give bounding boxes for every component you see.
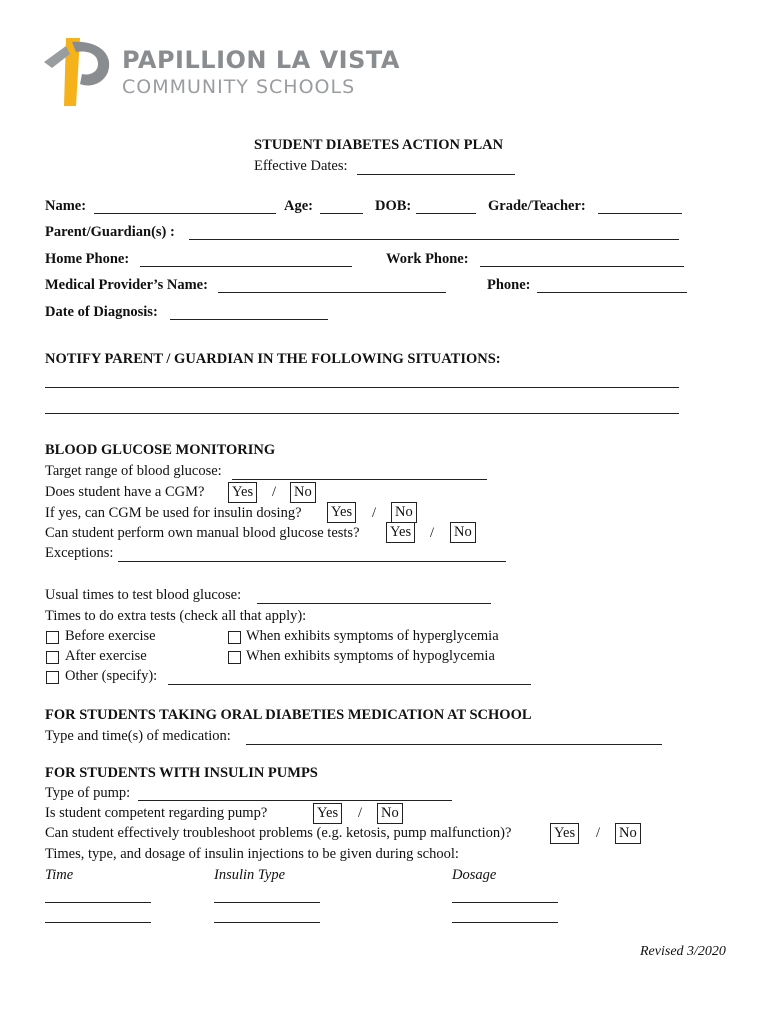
manual-test-separator: /: [430, 525, 435, 541]
time-field-1[interactable]: [45, 902, 151, 903]
hyperglycemia-checkbox[interactable]: [228, 631, 241, 644]
insulin-type-field-2[interactable]: [214, 922, 320, 923]
troubleshoot-yes-box[interactable]: Yes: [550, 823, 579, 844]
cgm-no-box[interactable]: No: [290, 482, 316, 503]
after-exercise-checkbox[interactable]: [46, 651, 59, 664]
target-range-label: Target range of blood glucose:: [45, 463, 222, 479]
col-dosage-header: Dosage: [452, 867, 497, 883]
medical-provider-label: Medical Provider’s Name:: [45, 277, 208, 293]
before-exercise-checkbox[interactable]: [46, 631, 59, 644]
extra-tests-label: Times to do extra tests (check all that apply):: [45, 608, 307, 624]
grade-teacher-field[interactable]: [598, 213, 682, 214]
exceptions-label: Exceptions:: [45, 545, 114, 561]
home-phone-label: Home Phone:: [45, 251, 130, 267]
pl-monogram-icon: [36, 32, 116, 112]
notify-heading: NOTIFY PARENT / GUARDIAN IN THE FOLLOWING SITUATIONS:: [45, 351, 501, 367]
home-phone-field[interactable]: [140, 266, 352, 267]
notify-line-2[interactable]: [45, 413, 679, 414]
hypoglycemia-checkbox[interactable]: [228, 651, 241, 664]
date-of-diagnosis-field[interactable]: [170, 319, 328, 320]
pump-competent-question: Is student competent regarding pump?: [45, 805, 268, 821]
pump-competent-no-box[interactable]: No: [377, 803, 403, 824]
manual-test-yes-box[interactable]: Yes: [386, 522, 415, 543]
logo-line1: PAPILLION LA VISTA: [122, 46, 400, 74]
revised-date: Revised 3/2020: [640, 944, 726, 959]
time-field-2[interactable]: [45, 922, 151, 923]
pump-competent-separator: /: [358, 805, 363, 821]
other-checkbox[interactable]: [46, 671, 59, 684]
dosage-field-2[interactable]: [452, 922, 558, 923]
troubleshoot-separator: /: [596, 825, 601, 841]
effective-dates-field[interactable]: [357, 174, 515, 175]
insulin-type-field-1[interactable]: [214, 902, 320, 903]
age-label: Age:: [284, 198, 313, 214]
injections-label: Times, type, and dosage of insulin injections to be given during school:: [45, 846, 459, 862]
cgm-dosing-no-box[interactable]: No: [391, 502, 417, 523]
medication-type-label: Type and time(s) of medication:: [45, 728, 231, 744]
col-time-header: Time: [45, 867, 74, 883]
notify-line-1[interactable]: [45, 387, 679, 388]
cgm-separator: /: [272, 484, 277, 500]
troubleshoot-question: Can student effectively troubleshoot problems (e.g. ketosis, pump malfunction)?: [45, 825, 512, 841]
cgm-dosing-question: If yes, can CGM be used for insulin dosing?: [45, 505, 302, 521]
medication-type-field[interactable]: [246, 744, 662, 745]
dob-label: DOB:: [375, 198, 412, 214]
logo: [36, 32, 400, 112]
effective-dates-label: Effective Dates:: [254, 158, 348, 174]
logo-line2: COMMUNITY SCHOOLS: [122, 76, 356, 98]
target-range-field[interactable]: [232, 479, 487, 480]
page-title: STUDENT DIABETES ACTION PLAN: [254, 137, 504, 153]
other-label: Other (specify):: [65, 668, 158, 684]
oral-medication-heading: FOR STUDENTS TAKING ORAL DIABETIES MEDICATION AT SCHOOL: [45, 707, 532, 723]
manual-test-question: Can student perform own manual blood glucose tests?: [45, 525, 360, 541]
insulin-pump-heading: FOR STUDENTS WITH INSULIN PUMPS: [45, 765, 318, 781]
work-phone-field[interactable]: [480, 266, 684, 267]
cgm-dosing-yes-box[interactable]: Yes: [327, 502, 356, 523]
parent-guardian-field[interactable]: [189, 239, 679, 240]
cgm-yes-box[interactable]: Yes: [228, 482, 257, 503]
pump-type-label: Type of pump:: [45, 785, 131, 801]
exceptions-field[interactable]: [118, 561, 506, 562]
work-phone-label: Work Phone:: [386, 251, 469, 267]
grade-teacher-label: Grade/Teacher:: [488, 198, 586, 214]
manual-test-no-box[interactable]: No: [450, 522, 476, 543]
age-field[interactable]: [320, 213, 363, 214]
parent-guardian-label: Parent/Guardian(s) :: [45, 224, 175, 240]
name-field[interactable]: [94, 213, 276, 214]
other-field[interactable]: [168, 684, 531, 685]
cgm-question: Does student have a CGM?: [45, 484, 205, 500]
troubleshoot-no-box[interactable]: No: [615, 823, 641, 844]
pump-type-field[interactable]: [138, 800, 452, 801]
hypoglycemia-label: When exhibits symptoms of hypoglycemia: [246, 648, 495, 664]
blood-glucose-heading: BLOOD GLUCOSE MONITORING: [45, 442, 276, 458]
provider-phone-label: Phone:: [487, 277, 531, 293]
date-of-diagnosis-label: Date of Diagnosis:: [45, 304, 158, 320]
usual-times-field[interactable]: [257, 603, 491, 604]
provider-phone-field[interactable]: [537, 292, 687, 293]
pump-competent-yes-box[interactable]: Yes: [313, 803, 342, 824]
dob-field[interactable]: [416, 213, 476, 214]
name-label: Name:: [45, 198, 87, 214]
before-exercise-label: Before exercise: [65, 628, 156, 644]
after-exercise-label: After exercise: [65, 648, 147, 664]
dosage-field-1[interactable]: [452, 902, 558, 903]
col-insulin-type-header: Insulin Type: [214, 867, 286, 883]
medical-provider-field[interactable]: [218, 292, 446, 293]
hyperglycemia-label: When exhibits symptoms of hyperglycemia: [246, 628, 499, 644]
cgm-dosing-separator: /: [372, 505, 377, 521]
usual-times-label: Usual times to test blood glucose:: [45, 587, 242, 603]
